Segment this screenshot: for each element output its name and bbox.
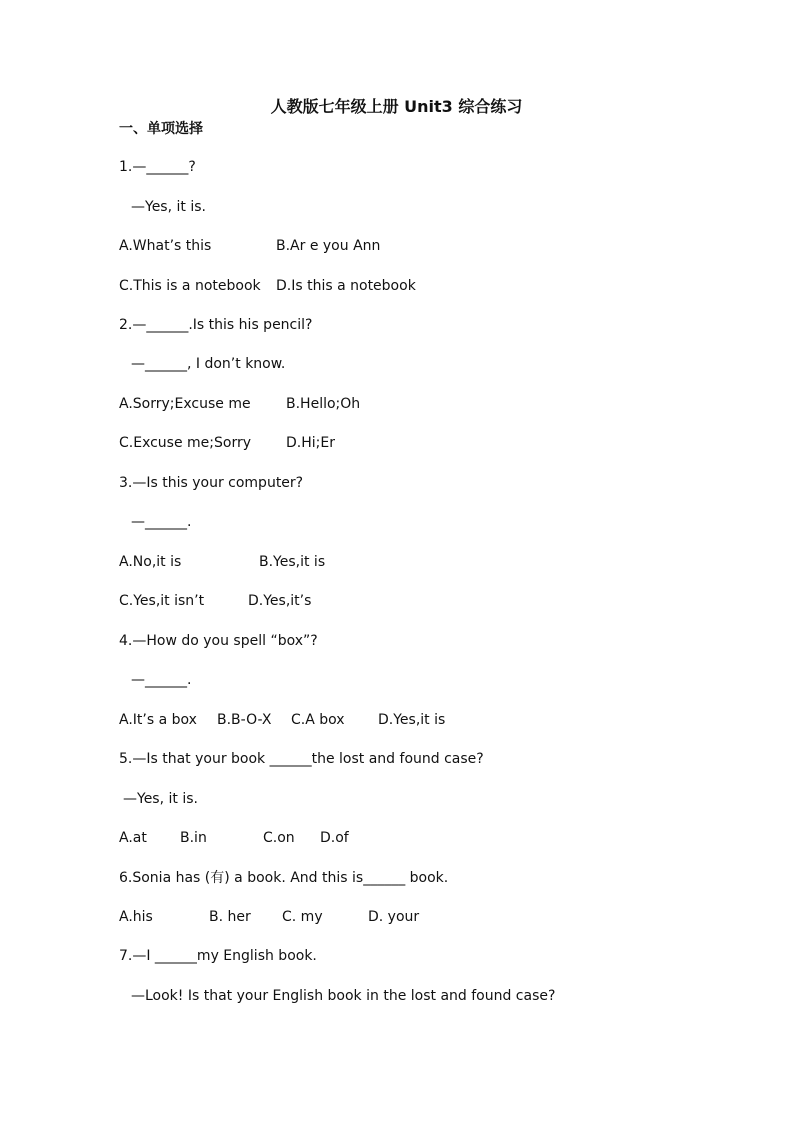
question-4-option-b: B.B-O-X bbox=[217, 712, 272, 728]
question-5-response: —Yes, it is. bbox=[123, 791, 198, 807]
question-6-option-b: B. her bbox=[209, 909, 251, 925]
question-5-option-a: A.at bbox=[119, 830, 147, 846]
question-3-option-a: A.No,it is bbox=[119, 554, 182, 570]
question-4-option-a: A.It’s a box bbox=[119, 712, 197, 728]
question-2-response: —______, I don’t know. bbox=[131, 356, 286, 372]
question-6-stem: 6.Sonia has (有) a book. And this is______ book. bbox=[119, 870, 449, 886]
question-7-response: —Look! Is that your English book in the lost and found case? bbox=[131, 988, 556, 1004]
question-5-option-d: D.of bbox=[320, 830, 349, 846]
question-3-stem: 3.—Is this your computer? bbox=[119, 475, 304, 491]
question-2-option-b: B.Hello;Oh bbox=[286, 396, 361, 412]
question-4-option-c: C.A box bbox=[291, 712, 345, 728]
question-1-option-a: A.What’s this bbox=[119, 238, 212, 254]
question-2-option-c: C.Excuse me;Sorry bbox=[119, 435, 252, 451]
question-5-option-b: B.in bbox=[180, 830, 207, 846]
document-title: 人教版七年级上册 Unit3 综合练习 bbox=[270, 97, 523, 116]
question-5-option-c: C.on bbox=[263, 830, 295, 846]
section-heading: 一、单项选择 bbox=[119, 121, 203, 137]
question-3-option-b: B.Yes,it is bbox=[259, 554, 326, 570]
question-1-stem: 1.—______? bbox=[119, 159, 196, 175]
question-2-stem: 2.—______.Is this his pencil? bbox=[119, 317, 313, 333]
question-5-stem: 5.—Is that your book ______the lost and found case? bbox=[119, 751, 484, 767]
question-3-option-d: D.Yes,it’s bbox=[248, 593, 312, 609]
question-1-option-c: C.This is a notebook bbox=[119, 278, 261, 294]
question-3-response: —______. bbox=[131, 514, 192, 530]
question-4-stem: 4.—How do you spell “box”? bbox=[119, 633, 318, 649]
question-7-stem: 7.—I ______my English book. bbox=[119, 948, 317, 964]
question-2-option-a: A.Sorry;Excuse me bbox=[119, 396, 251, 412]
question-2-option-d: D.Hi;Er bbox=[286, 435, 335, 451]
question-4-option-d: D.Yes,it is bbox=[378, 712, 446, 728]
question-6-option-d: D. your bbox=[368, 909, 420, 925]
question-1-response: —Yes, it is. bbox=[131, 199, 206, 215]
question-3-option-c: C.Yes,it isn’t bbox=[119, 593, 205, 609]
question-1-option-d: D.Is this a notebook bbox=[276, 278, 416, 294]
question-6-option-a: A.his bbox=[119, 909, 153, 925]
question-4-response: —______. bbox=[131, 672, 192, 688]
question-1-option-b: B.Ar e you Ann bbox=[276, 238, 381, 254]
question-6-option-c: C. my bbox=[282, 909, 323, 925]
